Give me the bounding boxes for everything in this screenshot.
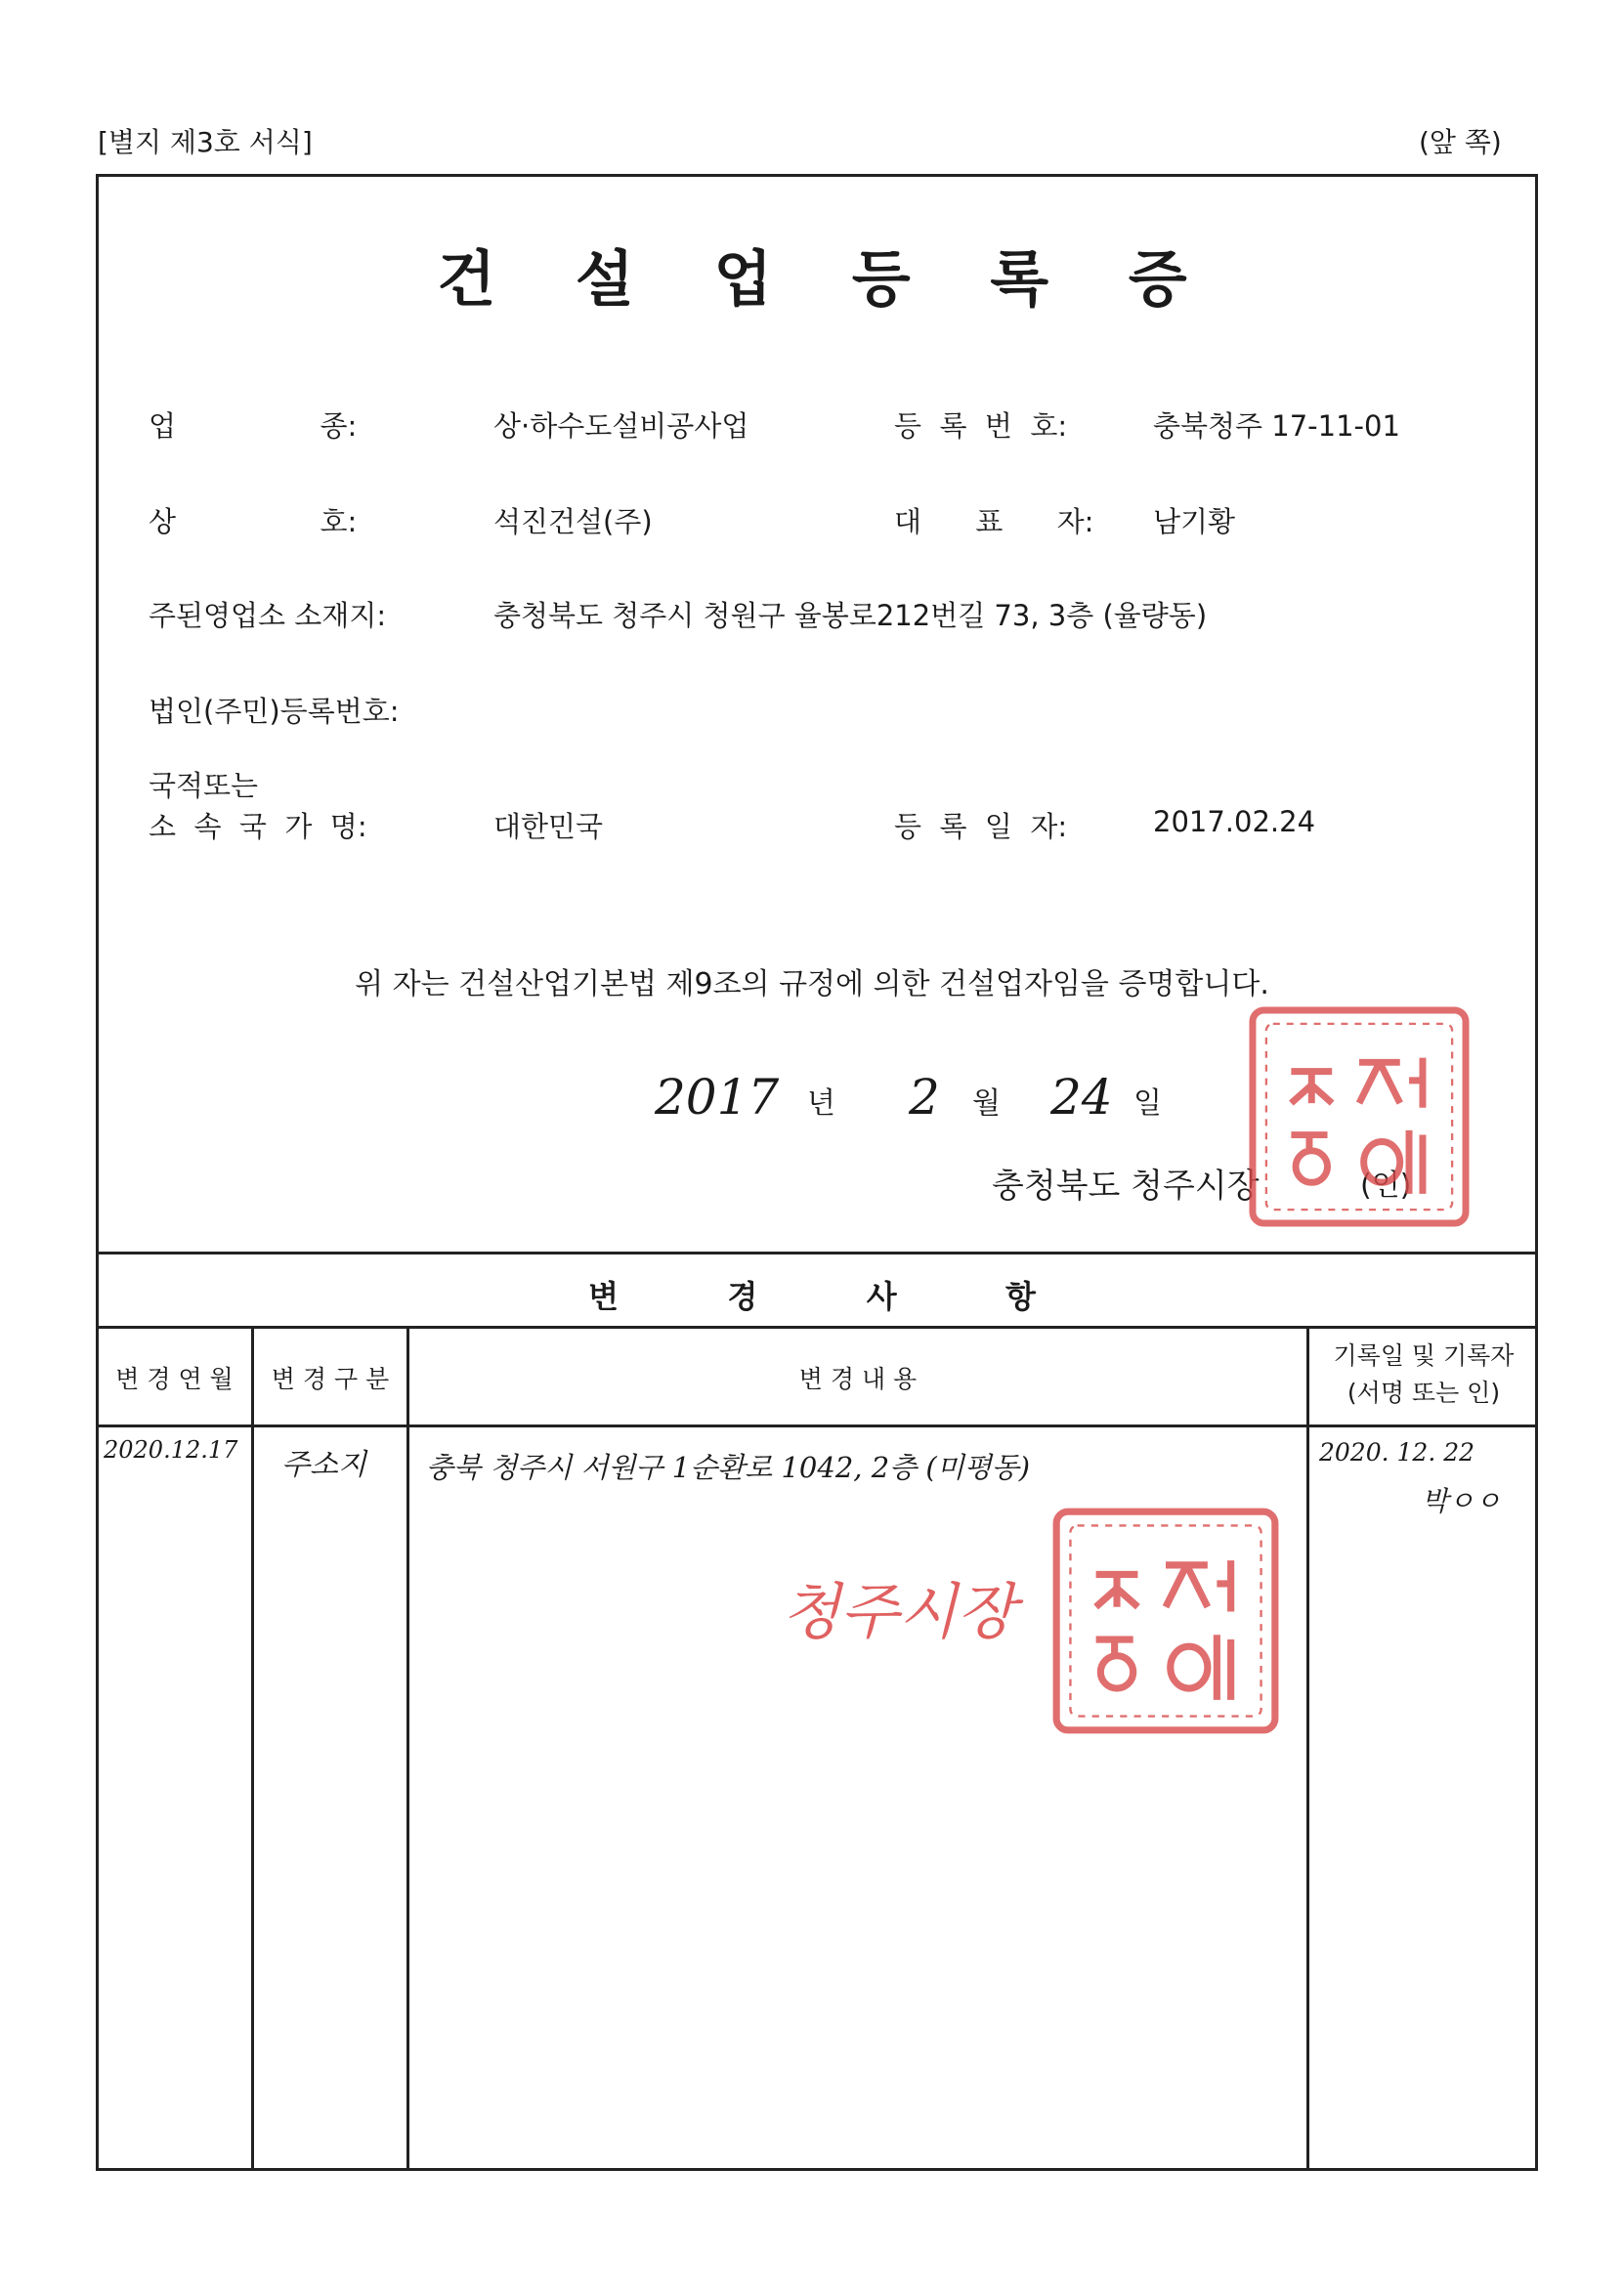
table-top-line <box>96 1326 1538 1329</box>
issue-day: 24 <box>1050 1069 1113 1126</box>
certification-statement: 위 자는 건설산업기본법 제9조의 규정에 의한 건설업자임을 증명합니다. <box>355 967 1269 1001</box>
representative-label: 대 표 자: <box>894 505 1094 538</box>
seal-mark: (인) <box>1360 1169 1412 1203</box>
side-label: (앞 쪽) <box>1419 126 1502 158</box>
change-date: 2020.12.17 <box>104 1436 238 1464</box>
issue-year: 2017 <box>655 1069 780 1126</box>
change-content: 충북 청주시 서원구 1순환로 1042, 2층 (미평동) <box>426 1451 1031 1484</box>
issue-month-unit: 월 <box>972 1086 1001 1121</box>
reg-no-label: 등 록 번 호: <box>894 409 1068 443</box>
issue-year-unit: 년 <box>807 1086 835 1121</box>
document-title: 건 설 업 등 록 증 <box>437 243 1187 315</box>
reg-no-value: 충북청주 17-11-01 <box>1153 409 1400 443</box>
corp-no-label: 법인(주민)등록번호: <box>149 695 400 728</box>
trade-name-value: 석진건설(주) <box>493 505 653 538</box>
issue-month: 2 <box>909 1069 940 1126</box>
reg-date-label: 등 록 일 자: <box>894 810 1068 843</box>
address-value: 충청북도 청주시 청원구 율봉로212번길 73, 3층 (율량동) <box>493 599 1208 632</box>
column-divider <box>251 1326 254 2171</box>
industry-label: 업 종: <box>149 409 358 443</box>
changes-heading: 변 경 사 항 <box>588 1278 1036 1315</box>
column-divider <box>1306 1326 1309 2171</box>
change-seal-stamp <box>1048 1505 1283 1737</box>
recorder-signature: 박ㅇㅇ <box>1422 1485 1502 1517</box>
change-type: 주소지 <box>281 1448 366 1482</box>
column-header-signature: (서명 또는 인) <box>1346 1379 1501 1407</box>
record-date: 2020. 12. 22 <box>1319 1438 1475 1467</box>
section-divider <box>96 1252 1538 1254</box>
nationality-label-1: 국적또는 <box>149 769 259 802</box>
red-name-stamp: 청주시장 <box>782 1576 1016 1647</box>
address-label: 주된영업소 소재지: <box>149 599 387 632</box>
issue-day-unit: 일 <box>1133 1086 1162 1121</box>
column-divider <box>406 1326 409 2171</box>
column-header-recorder: 기록일 및 기록자 <box>1333 1341 1515 1370</box>
industry-value: 상·하수도설비공사업 <box>493 409 749 443</box>
nationality-label-2: 소 속 국 가 명: <box>149 810 367 843</box>
representative-value: 남기황 <box>1153 505 1236 538</box>
nationality-value: 대한민국 <box>493 810 604 843</box>
form-label: [별지 제3호 서식] <box>98 126 313 158</box>
trade-name-label: 상 호: <box>149 505 358 538</box>
table-header-line <box>96 1424 1538 1427</box>
official-seal-stamp <box>1245 1003 1474 1230</box>
column-header-content: 변 경 내 용 <box>798 1365 918 1393</box>
column-header-date: 변 경 연 월 <box>115 1365 234 1393</box>
issuer-name: 충청북도 청주시장 <box>992 1167 1260 1206</box>
reg-date-value: 2017.02.24 <box>1153 805 1316 838</box>
column-header-type: 변 경 구 분 <box>271 1365 390 1393</box>
